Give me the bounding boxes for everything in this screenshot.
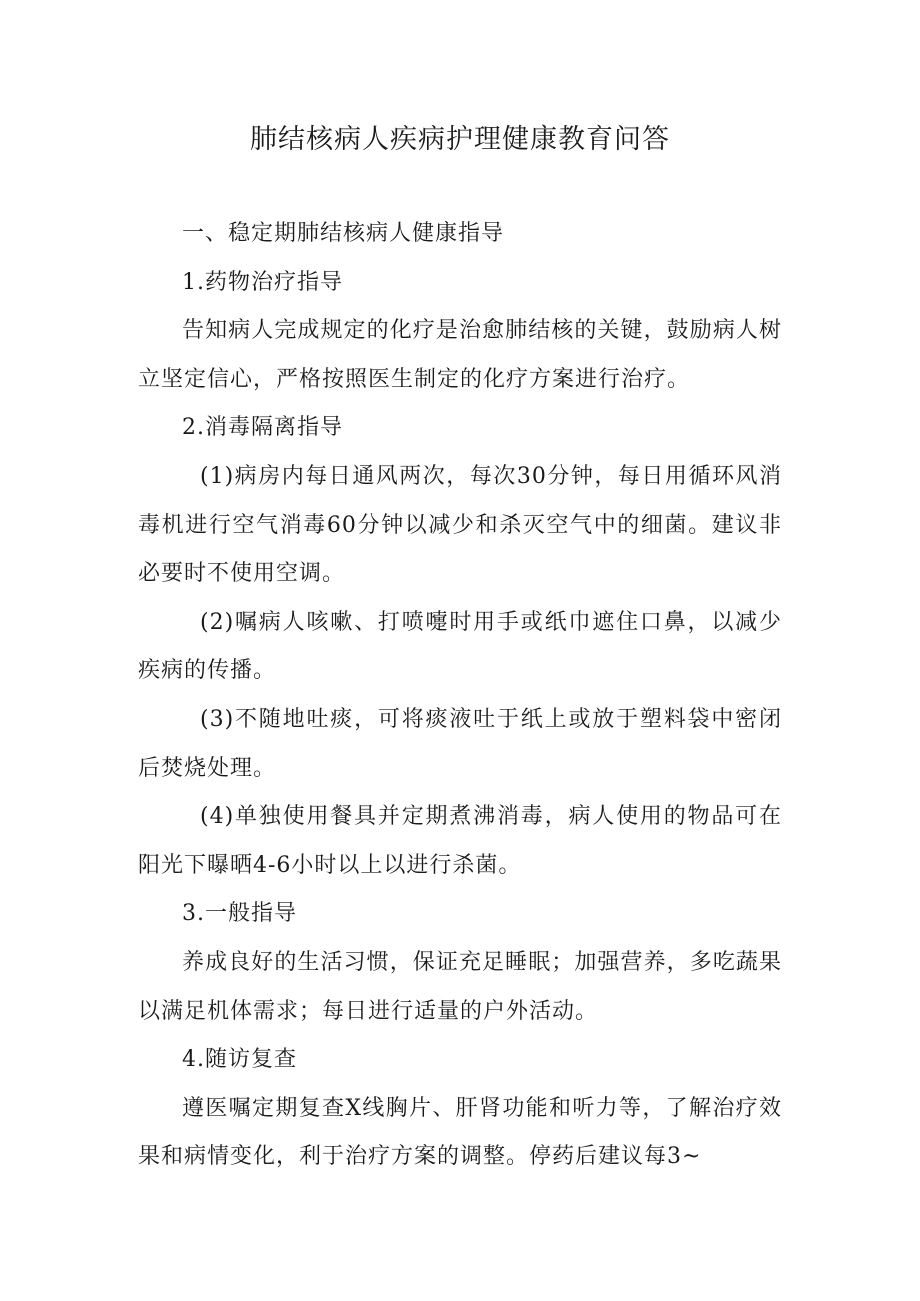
item-heading-disinfection: 2.消毒隔离指导 bbox=[182, 415, 343, 441]
paragraph: (1)病房内每日通风两次，每次30分钟，每日用循环风消毒机进行空气消毒60分钟以减少和杀灭空气中的细菌。建议非必要时不使用空调。 bbox=[138, 463, 782, 587]
item-heading-general: 3.一般指导 bbox=[182, 901, 297, 927]
section-heading: 一、稳定期肺结核病人健康指导 bbox=[182, 221, 505, 246]
paragraph: (4)单独使用餐具并定期煮沸消毒，病人使用的物品可在阳光下曝晒4-6小时以上以进行杀菌。 bbox=[138, 804, 782, 878]
paragraph: 告知病人完成规定的化疗是治愈肺结核的关键，鼓励病人树立坚定信心，严格按照医生制定的化疗方案进行治疗。 bbox=[138, 318, 782, 392]
item-heading-follow-up: 4.随访复查 bbox=[182, 1047, 297, 1073]
document-title: 肺结核病人疾病护理健康教育问答 bbox=[250, 124, 670, 155]
paragraph: (3)不随地吐痰，可将痰液吐于纸上或放于塑料袋中密闭后焚烧处理。 bbox=[138, 706, 782, 781]
paragraph: 养成良好的生活习惯，保证充足睡眠；加强营养，多吃蔬果以满足机体需求；每日进行适量的户外活动。 bbox=[138, 949, 782, 1024]
paragraph: 遵医嘱定期复查X线胸片、肝肾功能和听力等，了解治疗效果和病情变化，利于治疗方案的调整。停药后建议每3~ bbox=[138, 1095, 782, 1170]
paragraph: (2)嘱病人咳嗽、打喷嚏时用手或纸巾遮住口鼻，以减少疾病的传播。 bbox=[138, 609, 782, 684]
item-heading-drug-therapy: 1.药物治疗指导 bbox=[182, 269, 343, 295]
document-body bbox=[138, 210, 782, 1182]
